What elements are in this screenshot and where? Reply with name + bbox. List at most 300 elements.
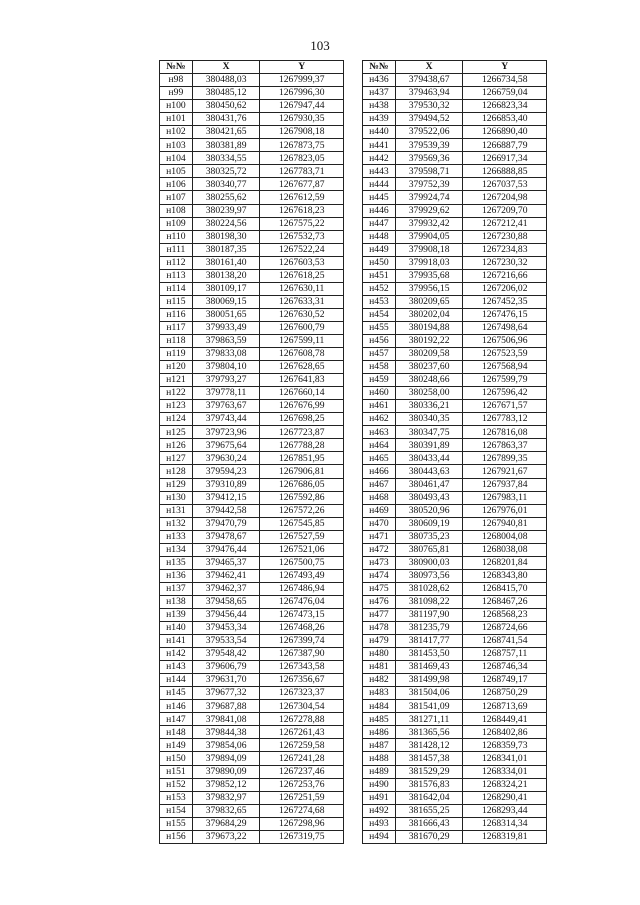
y-coordinate-cell: 1267500,75 <box>260 556 344 569</box>
point-number-cell: н475 <box>363 582 396 595</box>
point-number-cell: н451 <box>363 269 396 282</box>
point-number-cell: н445 <box>363 191 396 204</box>
point-number-cell: н470 <box>363 517 396 530</box>
x-coordinate-cell: 380209,58 <box>395 348 463 361</box>
point-number-cell: н143 <box>160 661 193 674</box>
x-coordinate-cell: 379863,59 <box>192 334 260 347</box>
x-coordinate-cell: 381235,79 <box>395 622 463 635</box>
x-coordinate-cell: 380765,81 <box>395 543 463 556</box>
point-number-cell: н123 <box>160 400 193 413</box>
point-number-cell: н480 <box>363 648 396 661</box>
x-coordinate-cell: 379673,22 <box>192 830 260 843</box>
y-coordinate-cell: 1267261,43 <box>260 726 344 739</box>
y-coordinate-cell: 1267863,37 <box>463 439 547 452</box>
x-coordinate-cell: 381666,43 <box>395 817 463 830</box>
table-row <box>363 191 547 204</box>
table-header-row <box>160 61 344 74</box>
table-row <box>160 361 344 374</box>
x-coordinate-cell: 379832,97 <box>192 791 260 804</box>
table-row <box>363 74 547 87</box>
table-row <box>363 595 547 608</box>
y-coordinate-cell: 1268415,70 <box>463 582 547 595</box>
point-number-cell: н458 <box>363 361 396 374</box>
point-number-cell: н481 <box>363 661 396 674</box>
point-number-cell: н492 <box>363 804 396 817</box>
table-row <box>160 308 344 321</box>
y-coordinate-cell: 1267996,30 <box>260 87 344 100</box>
table-row <box>160 269 344 282</box>
point-number-cell: н109 <box>160 217 193 230</box>
point-number-cell: н129 <box>160 478 193 491</box>
point-number-cell: н122 <box>160 387 193 400</box>
y-coordinate-cell: 1267230,88 <box>463 230 547 243</box>
x-coordinate-cell: 379494,52 <box>395 113 463 126</box>
table-row <box>160 374 344 387</box>
table-row <box>160 791 344 804</box>
x-coordinate-cell: 380138,20 <box>192 269 260 282</box>
table-row <box>363 308 547 321</box>
table-row <box>160 530 344 543</box>
y-coordinate-cell: 1267304,54 <box>260 700 344 713</box>
table-row <box>363 465 547 478</box>
y-coordinate-cell: 1267671,57 <box>463 400 547 413</box>
y-coordinate-cell: 1267323,37 <box>260 687 344 700</box>
table-row <box>160 661 344 674</box>
y-coordinate-cell: 1267633,31 <box>260 295 344 308</box>
y-coordinate-cell: 1266888,85 <box>463 165 547 178</box>
x-coordinate-cell: 379675,64 <box>192 439 260 452</box>
x-coordinate-cell: 379933,49 <box>192 321 260 334</box>
x-coordinate-cell: 380488,03 <box>192 74 260 87</box>
point-number-cell: н117 <box>160 321 193 334</box>
x-coordinate-cell: 381417,77 <box>395 635 463 648</box>
point-number-cell: н100 <box>160 100 193 113</box>
point-number-cell: н105 <box>160 165 193 178</box>
table-row <box>363 622 547 635</box>
table-row <box>160 752 344 765</box>
y-coordinate-cell: 1267568,94 <box>463 361 547 374</box>
x-coordinate-cell: 380421,65 <box>192 126 260 139</box>
point-number-cell: н464 <box>363 439 396 452</box>
table-row <box>363 804 547 817</box>
y-coordinate-cell: 1267660,14 <box>260 387 344 400</box>
x-coordinate-cell: 380187,35 <box>192 243 260 256</box>
x-coordinate-cell: 379539,39 <box>395 139 463 152</box>
table-row <box>160 778 344 791</box>
point-number-cell: н101 <box>160 113 193 126</box>
x-coordinate-cell: 380051,65 <box>192 308 260 321</box>
y-coordinate-cell: 1267930,35 <box>260 113 344 126</box>
y-coordinate-cell: 1267506,96 <box>463 334 547 347</box>
coordinates-table-right <box>362 60 547 844</box>
table-row <box>363 100 547 113</box>
y-coordinate-cell: 1267628,65 <box>260 361 344 374</box>
x-coordinate-cell: 381197,90 <box>395 608 463 621</box>
y-coordinate-cell: 1268341,01 <box>463 752 547 765</box>
y-coordinate-cell: 1268724,66 <box>463 622 547 635</box>
point-number-cell: н155 <box>160 817 193 830</box>
x-coordinate-cell: 379476,44 <box>192 543 260 556</box>
point-number-cell: н448 <box>363 230 396 243</box>
y-coordinate-cell: 1267783,71 <box>260 165 344 178</box>
y-coordinate-cell: 1267723,87 <box>260 426 344 439</box>
table-row <box>363 230 547 243</box>
x-coordinate-cell: 379932,42 <box>395 217 463 230</box>
table-row <box>363 635 547 648</box>
table-row <box>160 465 344 478</box>
table-row <box>160 726 344 739</box>
table-row <box>160 295 344 308</box>
column-header-x: X <box>192 61 260 74</box>
point-number-cell: н460 <box>363 387 396 400</box>
table-row <box>363 113 547 126</box>
x-coordinate-cell: 379684,29 <box>192 817 260 830</box>
table-row <box>363 517 547 530</box>
x-coordinate-cell: 381469,43 <box>395 661 463 674</box>
table-row <box>363 204 547 217</box>
point-number-cell: н446 <box>363 204 396 217</box>
table-body-left <box>160 74 344 844</box>
point-number-cell: н132 <box>160 517 193 530</box>
x-coordinate-cell: 379854,06 <box>192 739 260 752</box>
y-coordinate-cell: 1267999,37 <box>260 74 344 87</box>
point-number-cell: н477 <box>363 608 396 621</box>
table-row <box>160 282 344 295</box>
point-number-cell: н472 <box>363 543 396 556</box>
x-coordinate-cell: 379752,39 <box>395 178 463 191</box>
point-number-cell: н108 <box>160 204 193 217</box>
table-row <box>363 543 547 556</box>
point-number-cell: н154 <box>160 804 193 817</box>
page-number: 103 <box>310 38 330 53</box>
y-coordinate-cell: 1267575,22 <box>260 217 344 230</box>
table-row <box>363 426 547 439</box>
point-number-cell: н104 <box>160 152 193 165</box>
x-coordinate-cell: 379465,37 <box>192 556 260 569</box>
x-coordinate-cell: 381028,62 <box>395 582 463 595</box>
column-header-number: №№ <box>160 61 193 74</box>
y-coordinate-cell: 1267498,64 <box>463 321 547 334</box>
table-row <box>363 269 547 282</box>
table-row <box>363 452 547 465</box>
y-coordinate-cell: 1267473,15 <box>260 608 344 621</box>
table-row <box>363 687 547 700</box>
point-number-cell: н461 <box>363 400 396 413</box>
y-coordinate-cell: 1267940,81 <box>463 517 547 530</box>
table-row <box>160 739 344 752</box>
x-coordinate-cell: 380198,30 <box>192 230 260 243</box>
point-number-cell: н133 <box>160 530 193 543</box>
x-coordinate-cell: 379924,74 <box>395 191 463 204</box>
x-coordinate-cell: 379904,05 <box>395 230 463 243</box>
y-coordinate-cell: 1267976,01 <box>463 504 547 517</box>
point-number-cell: н130 <box>160 491 193 504</box>
x-coordinate-cell: 381642,04 <box>395 791 463 804</box>
y-coordinate-cell: 1268359,73 <box>463 739 547 752</box>
table-row <box>160 595 344 608</box>
point-number-cell: н479 <box>363 635 396 648</box>
point-number-cell: н125 <box>160 426 193 439</box>
y-coordinate-cell: 1268314,34 <box>463 817 547 830</box>
table-row <box>363 282 547 295</box>
x-coordinate-cell: 379844,38 <box>192 726 260 739</box>
table-row <box>160 178 344 191</box>
y-coordinate-cell: 1267592,86 <box>260 491 344 504</box>
coordinates-table-left <box>159 60 344 844</box>
point-number-cell: н150 <box>160 752 193 765</box>
y-coordinate-cell: 1268402,86 <box>463 726 547 739</box>
point-number-cell: н116 <box>160 308 193 321</box>
point-number-cell: н483 <box>363 687 396 700</box>
table-row <box>160 113 344 126</box>
point-number-cell: н482 <box>363 674 396 687</box>
point-number-cell: н145 <box>160 687 193 700</box>
table-row <box>363 152 547 165</box>
point-number-cell: н444 <box>363 178 396 191</box>
x-coordinate-cell: 381576,83 <box>395 778 463 791</box>
y-coordinate-cell: 1267343,58 <box>260 661 344 674</box>
point-number-cell: н443 <box>363 165 396 178</box>
point-number-cell: н128 <box>160 465 193 478</box>
table-row <box>160 243 344 256</box>
y-coordinate-cell: 1267399,74 <box>260 635 344 648</box>
point-number-cell: н127 <box>160 452 193 465</box>
table-row <box>160 426 344 439</box>
y-coordinate-cell: 1267937,84 <box>463 478 547 491</box>
table-row <box>160 334 344 347</box>
point-number-cell: н493 <box>363 817 396 830</box>
y-coordinate-cell: 1268319,81 <box>463 830 547 843</box>
table-row <box>160 452 344 465</box>
table-row <box>363 504 547 517</box>
point-number-cell: н454 <box>363 308 396 321</box>
x-coordinate-cell: 380224,56 <box>192 217 260 230</box>
point-number-cell: н455 <box>363 321 396 334</box>
x-coordinate-cell: 380973,56 <box>395 569 463 582</box>
x-coordinate-cell: 379462,37 <box>192 582 260 595</box>
y-coordinate-cell: 1268343,80 <box>463 569 547 582</box>
x-coordinate-cell: 379442,58 <box>192 504 260 517</box>
y-coordinate-cell: 1267204,98 <box>463 191 547 204</box>
x-coordinate-cell: 379852,12 <box>192 778 260 791</box>
x-coordinate-cell: 381655,25 <box>395 804 463 817</box>
point-number-cell: н466 <box>363 465 396 478</box>
table-row <box>160 687 344 700</box>
table-row <box>363 217 547 230</box>
x-coordinate-cell: 379606,79 <box>192 661 260 674</box>
point-number-cell: н118 <box>160 334 193 347</box>
point-number-cell: н141 <box>160 635 193 648</box>
x-coordinate-cell: 380609,19 <box>395 517 463 530</box>
point-number-cell: н112 <box>160 256 193 269</box>
table-row <box>363 713 547 726</box>
point-number-cell: н151 <box>160 765 193 778</box>
column-header-number: №№ <box>363 61 396 74</box>
y-coordinate-cell: 1267618,25 <box>260 269 344 282</box>
table-row <box>363 126 547 139</box>
point-number-cell: н124 <box>160 413 193 426</box>
x-coordinate-cell: 379890,09 <box>192 765 260 778</box>
x-coordinate-cell: 381541,09 <box>395 700 463 713</box>
table-body-right <box>363 74 547 844</box>
x-coordinate-cell: 381428,12 <box>395 739 463 752</box>
y-coordinate-cell: 1266759,04 <box>463 87 547 100</box>
point-number-cell: н469 <box>363 504 396 517</box>
y-coordinate-cell: 1267230,32 <box>463 256 547 269</box>
x-coordinate-cell: 379956,15 <box>395 282 463 295</box>
table-row <box>160 582 344 595</box>
x-coordinate-cell: 379463,94 <box>395 87 463 100</box>
column-header-y: Y <box>260 61 344 74</box>
x-coordinate-cell: 380248,66 <box>395 374 463 387</box>
point-number-cell: н149 <box>160 739 193 752</box>
table-row <box>160 100 344 113</box>
x-coordinate-cell: 380325,72 <box>192 165 260 178</box>
y-coordinate-cell: 1268004,08 <box>463 530 547 543</box>
y-coordinate-cell: 1267522,24 <box>260 243 344 256</box>
table-row <box>160 504 344 517</box>
x-coordinate-cell: 380450,62 <box>192 100 260 113</box>
table-row <box>363 491 547 504</box>
x-coordinate-cell: 380192,22 <box>395 334 463 347</box>
table-row <box>363 439 547 452</box>
y-coordinate-cell: 1267493,49 <box>260 569 344 582</box>
table-row <box>160 635 344 648</box>
x-coordinate-cell: 380069,15 <box>192 295 260 308</box>
x-coordinate-cell: 380340,35 <box>395 413 463 426</box>
x-coordinate-cell: 380347,75 <box>395 426 463 439</box>
table-row <box>160 321 344 334</box>
x-coordinate-cell: 379778,11 <box>192 387 260 400</box>
x-coordinate-cell: 380391,89 <box>395 439 463 452</box>
x-coordinate-cell: 379310,89 <box>192 478 260 491</box>
table-row <box>363 334 547 347</box>
x-coordinate-cell: 379438,67 <box>395 74 463 87</box>
x-coordinate-cell: 380443,63 <box>395 465 463 478</box>
x-coordinate-cell: 381365,56 <box>395 726 463 739</box>
point-number-cell: н438 <box>363 100 396 113</box>
x-coordinate-cell: 379841,08 <box>192 713 260 726</box>
x-coordinate-cell: 379677,32 <box>192 687 260 700</box>
x-coordinate-cell: 379522,06 <box>395 126 463 139</box>
y-coordinate-cell: 1267947,44 <box>260 100 344 113</box>
point-number-cell: н147 <box>160 713 193 726</box>
y-coordinate-cell: 1267676,99 <box>260 400 344 413</box>
y-coordinate-cell: 1266823,34 <box>463 100 547 113</box>
x-coordinate-cell: 380161,40 <box>192 256 260 269</box>
x-coordinate-cell: 379456,44 <box>192 608 260 621</box>
x-coordinate-cell: 379478,67 <box>192 530 260 543</box>
point-number-cell: н152 <box>160 778 193 791</box>
table-row <box>363 569 547 582</box>
y-coordinate-cell: 1268038,08 <box>463 543 547 556</box>
y-coordinate-cell: 1267851,95 <box>260 452 344 465</box>
x-coordinate-cell: 379723,96 <box>192 426 260 439</box>
x-coordinate-cell: 379832,65 <box>192 804 260 817</box>
x-coordinate-cell: 380194,88 <box>395 321 463 334</box>
y-coordinate-cell: 1267816,08 <box>463 426 547 439</box>
x-coordinate-cell: 379894,09 <box>192 752 260 765</box>
table-row <box>160 830 344 843</box>
y-coordinate-cell: 1268757,11 <box>463 648 547 661</box>
y-coordinate-cell: 1267823,05 <box>260 152 344 165</box>
point-number-cell: н102 <box>160 126 193 139</box>
point-number-cell: н471 <box>363 530 396 543</box>
y-coordinate-cell: 1267908,18 <box>260 126 344 139</box>
y-coordinate-cell: 1267906,81 <box>260 465 344 478</box>
table-row <box>363 739 547 752</box>
x-coordinate-cell: 380255,62 <box>192 191 260 204</box>
y-coordinate-cell: 1267641,83 <box>260 374 344 387</box>
point-number-cell: н485 <box>363 713 396 726</box>
y-coordinate-cell: 1267630,52 <box>260 308 344 321</box>
point-number-cell: н484 <box>363 700 396 713</box>
point-number-cell: н103 <box>160 139 193 152</box>
table-header-row <box>363 61 547 74</box>
y-coordinate-cell: 1267486,94 <box>260 582 344 595</box>
table-row <box>160 74 344 87</box>
table-row <box>363 648 547 661</box>
x-coordinate-cell: 380900,03 <box>395 556 463 569</box>
y-coordinate-cell: 1267783,12 <box>463 413 547 426</box>
table-row <box>363 817 547 830</box>
x-coordinate-cell: 380340,77 <box>192 178 260 191</box>
table-row <box>160 191 344 204</box>
x-coordinate-cell: 379453,34 <box>192 622 260 635</box>
y-coordinate-cell: 1268568,23 <box>463 608 547 621</box>
point-number-cell: н491 <box>363 791 396 804</box>
x-coordinate-cell: 379598,71 <box>395 165 463 178</box>
y-coordinate-cell: 1267468,26 <box>260 622 344 635</box>
y-coordinate-cell: 1267532,73 <box>260 230 344 243</box>
y-coordinate-cell: 1267677,87 <box>260 178 344 191</box>
point-number-cell: н463 <box>363 426 396 439</box>
point-number-cell: н465 <box>363 452 396 465</box>
table-row <box>363 321 547 334</box>
table-row <box>160 517 344 530</box>
point-number-cell: н115 <box>160 295 193 308</box>
table-row <box>160 165 344 178</box>
y-coordinate-cell: 1267206,02 <box>463 282 547 295</box>
table-row <box>363 243 547 256</box>
x-coordinate-cell: 379594,23 <box>192 465 260 478</box>
table-row <box>160 491 344 504</box>
x-coordinate-cell: 380461,47 <box>395 478 463 491</box>
x-coordinate-cell: 380336,21 <box>395 400 463 413</box>
point-number-cell: н107 <box>160 191 193 204</box>
table-row <box>160 648 344 661</box>
table-row <box>363 256 547 269</box>
point-number-cell: н486 <box>363 726 396 739</box>
x-coordinate-cell: 380209,65 <box>395 295 463 308</box>
x-coordinate-cell: 381271,11 <box>395 713 463 726</box>
column-header-x: X <box>395 61 463 74</box>
point-number-cell: н478 <box>363 622 396 635</box>
x-coordinate-cell: 379630,24 <box>192 452 260 465</box>
table-row <box>363 674 547 687</box>
x-coordinate-cell: 379462,41 <box>192 569 260 582</box>
point-number-cell: н114 <box>160 282 193 295</box>
point-number-cell: н139 <box>160 608 193 621</box>
point-number-cell: н98 <box>160 74 193 87</box>
x-coordinate-cell: 380109,17 <box>192 282 260 295</box>
table-row <box>160 478 344 491</box>
x-coordinate-cell: 379533,54 <box>192 635 260 648</box>
table-row <box>363 700 547 713</box>
point-number-cell: н453 <box>363 295 396 308</box>
y-coordinate-cell: 1267356,67 <box>260 674 344 687</box>
y-coordinate-cell: 1268750,29 <box>463 687 547 700</box>
